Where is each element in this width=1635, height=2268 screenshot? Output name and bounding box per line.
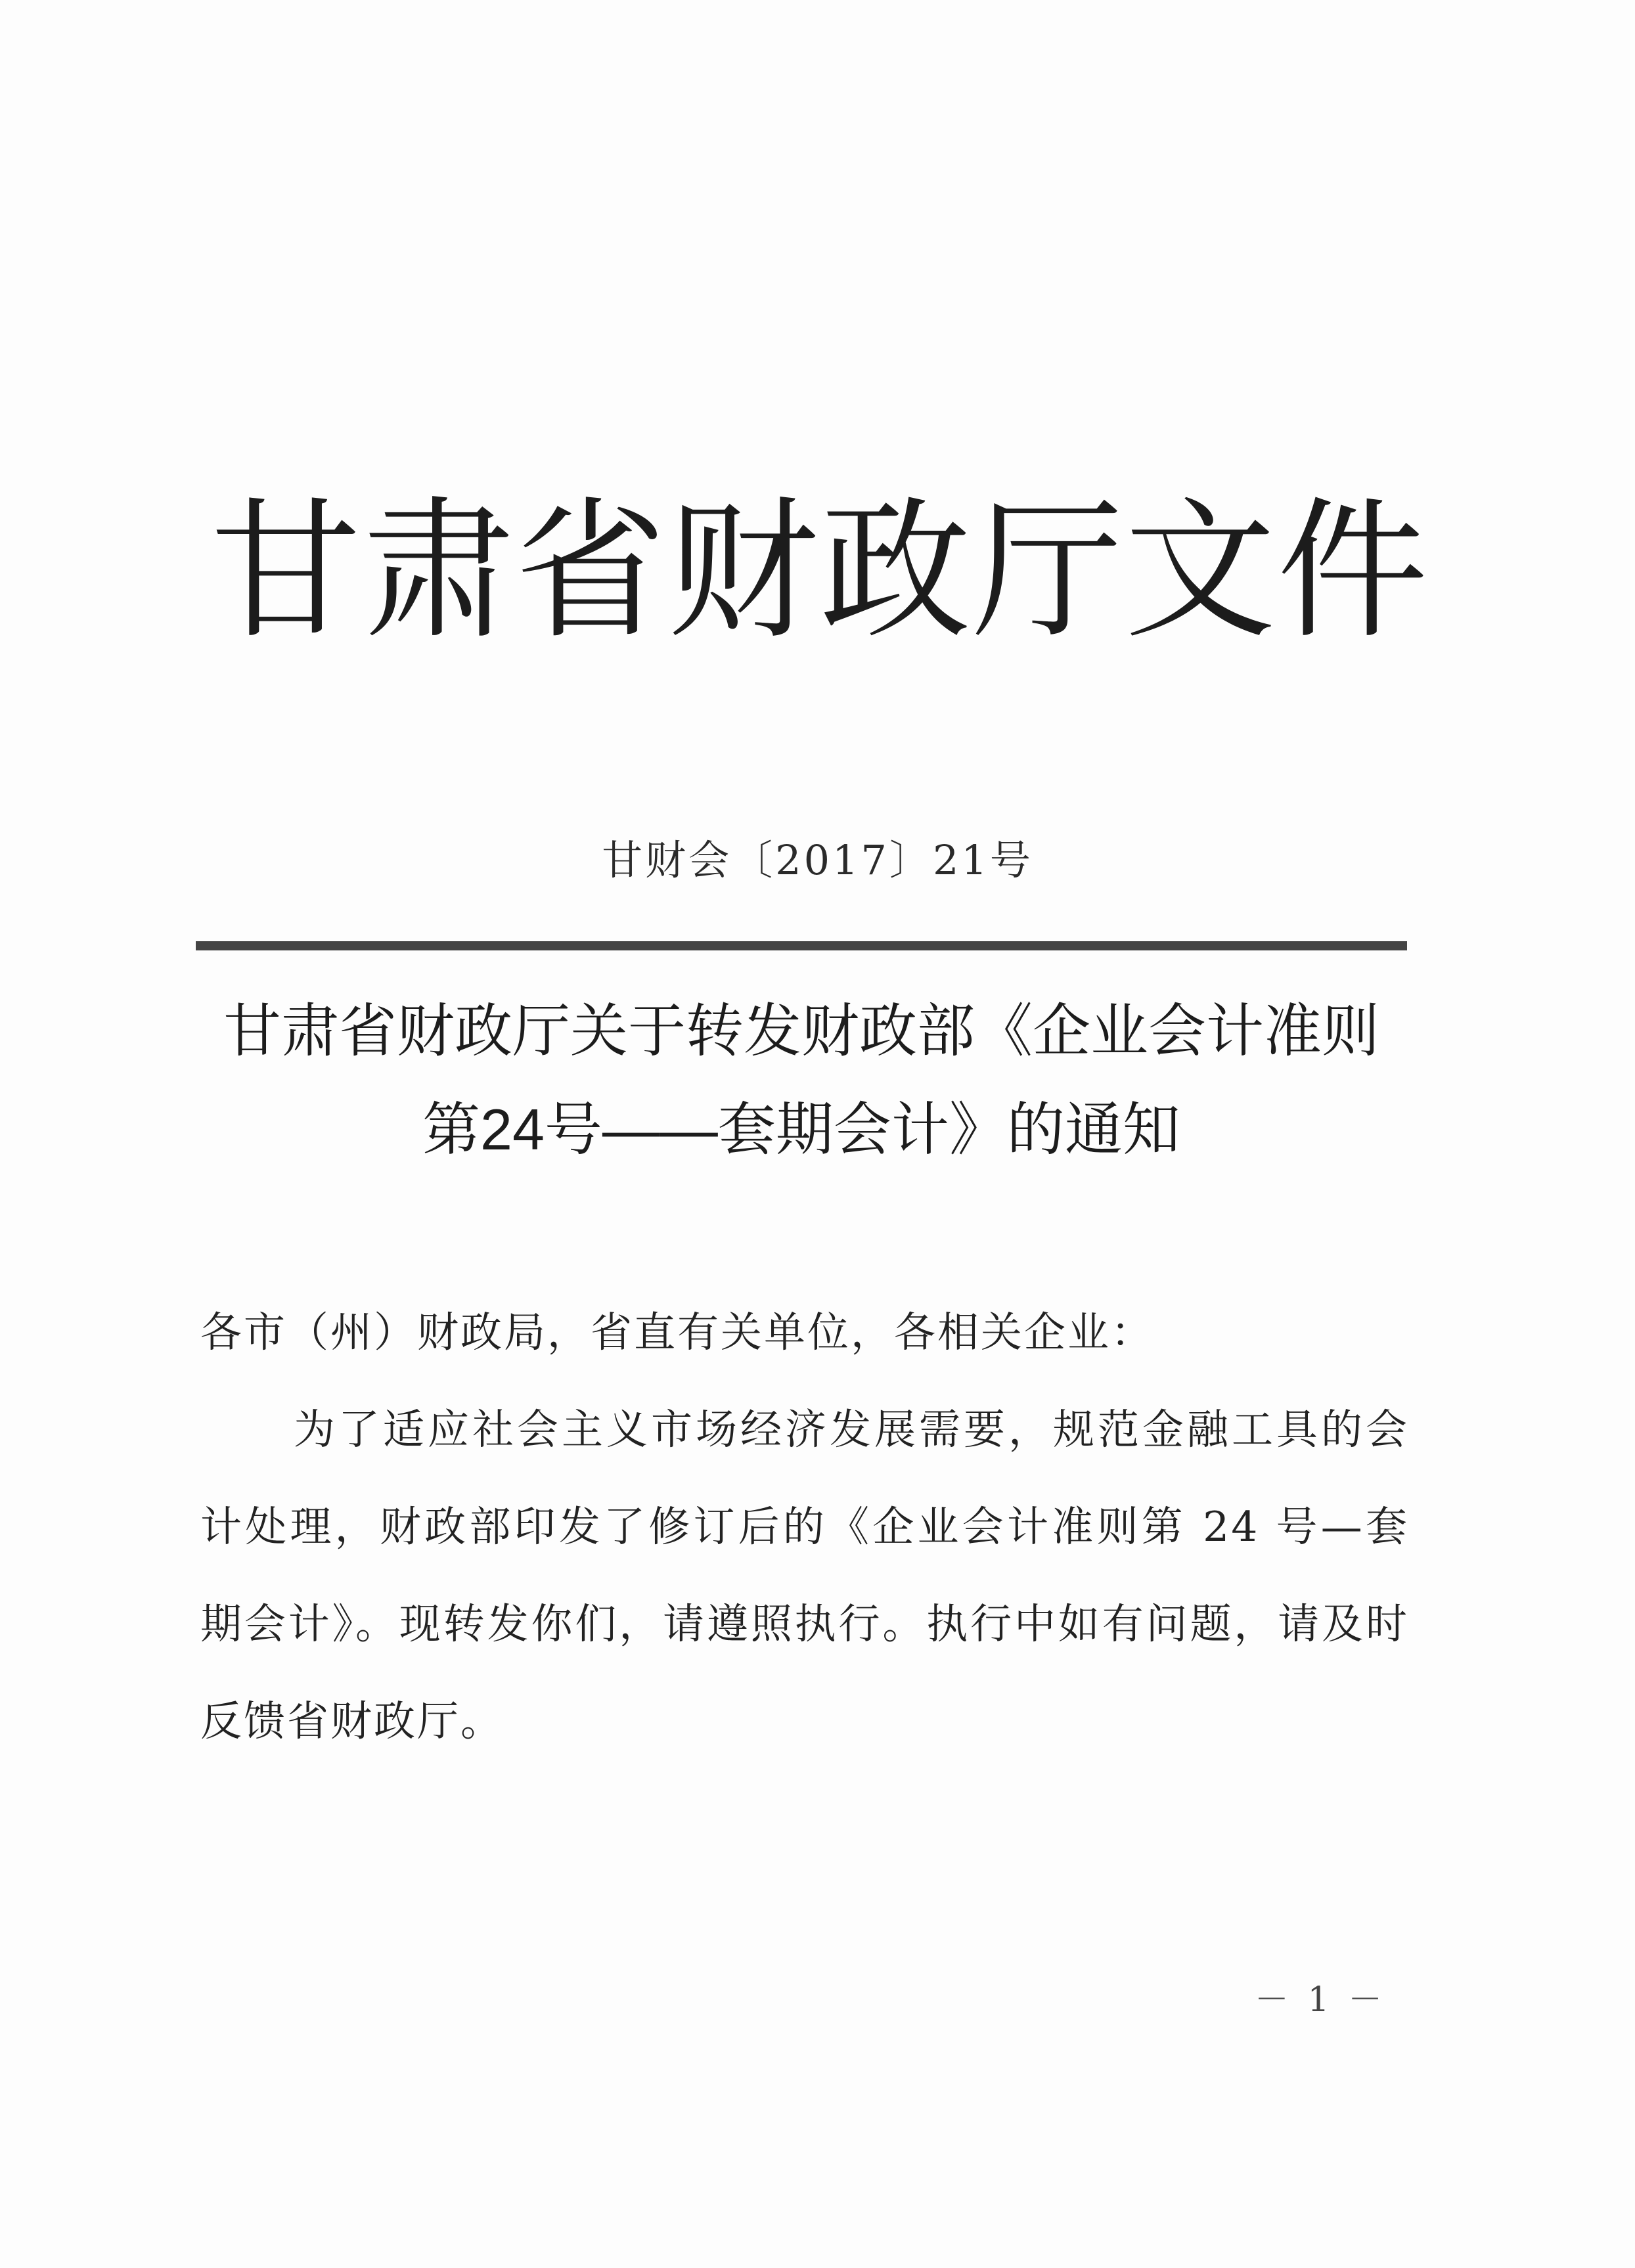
body-paragraph: 为了适应社会主义市场经济发展需要，规范金融工具的会计处理，财政部印发了修订后的《企业会计准则第 24 号—套期会计》。现转发你们，请遵照执行。执行中如有问题，请及时反馈省财政厅。 [200,1406,1409,1745]
salutation: 各市（州）财政局，省直有关单位，各相关企业： [200,1308,1154,1356]
header-divider-line [196,941,1407,950]
document-title-line-2: 第24号——套期会计》的通知 [422,1097,1180,1162]
page-number: － 1 － [1254,1980,1387,2020]
document-title [196,982,1407,1179]
issuer-masthead: 甘肃省财政厅文件 [210,487,1430,656]
document-title-line-1: 甘肃省财政厅关于转发财政部《企业会计准则 [223,998,1379,1063]
document-number: 甘财会〔2017〕21号 [602,836,1033,884]
document-body [200,1284,1409,1770]
